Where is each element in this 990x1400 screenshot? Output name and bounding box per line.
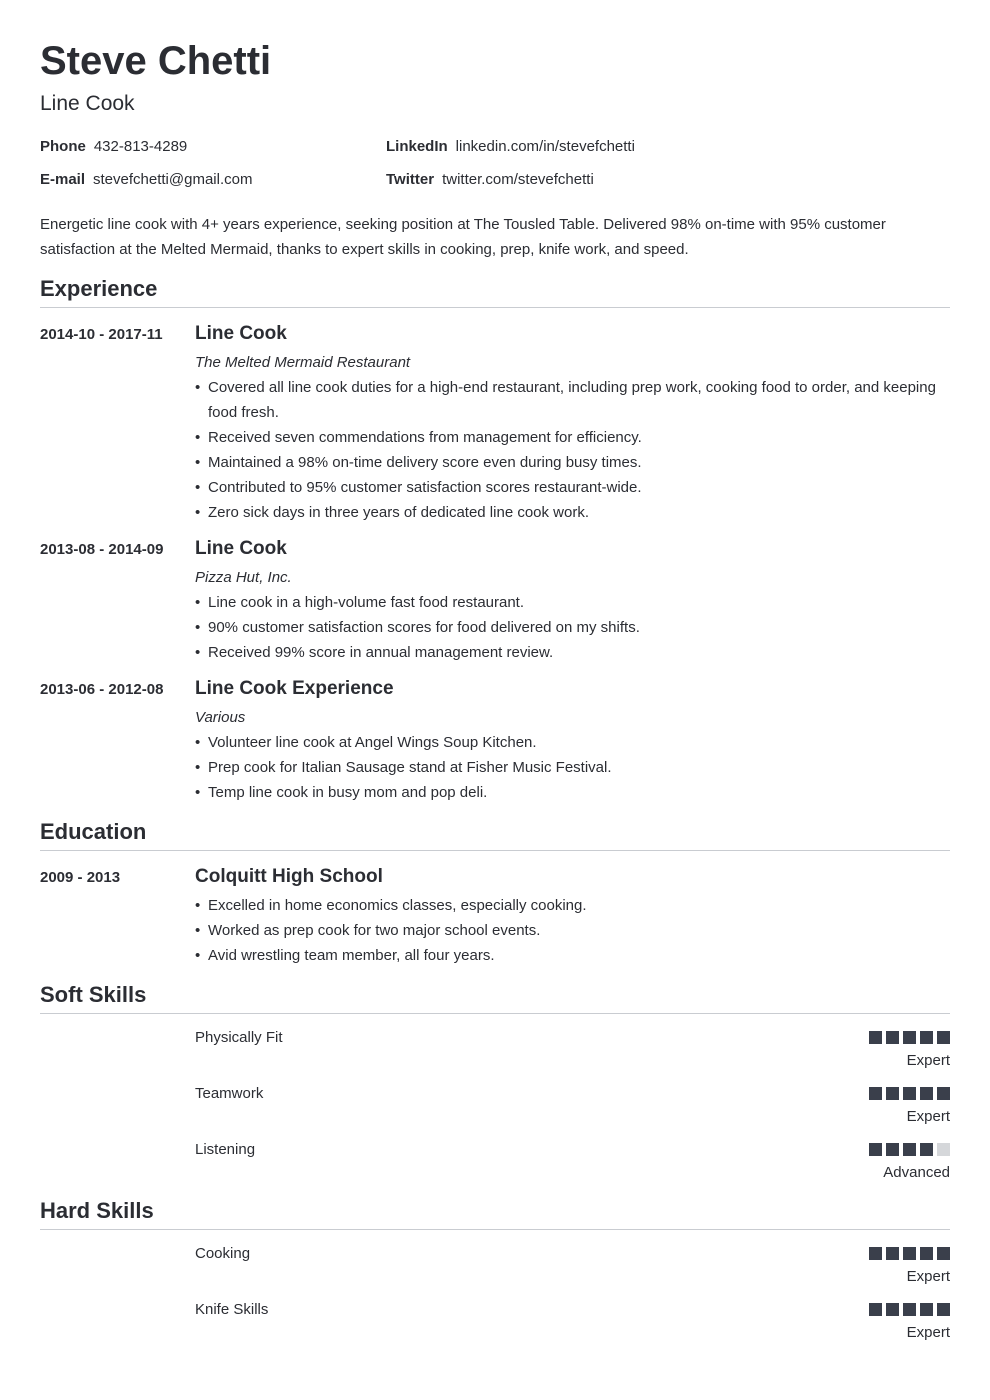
entry-role: Line Cook Experience: [195, 678, 394, 699]
education-heading: [40, 819, 950, 851]
skill-level: Advanced: [883, 1164, 950, 1181]
entry-role: Line Cook: [195, 538, 287, 559]
summary: Energetic line cook with 4+ years experience, seeking position at The Tousled Table. Delivered 98% on-time with 95% customer satisfaction at the Melted Mermaid, thanks to expert skills in cooking, prep, knife work, and speed.: [40, 216, 886, 258]
rating-square-filled: [920, 1087, 933, 1100]
entry-dates: 2009 - 2013: [40, 869, 121, 886]
skill-rating: [869, 1303, 950, 1316]
rating-square-filled: [869, 1247, 882, 1260]
entry-dates: 2014-10 - 2017-11: [40, 326, 163, 343]
list-item: • Maintained a 98% on-time delivery score even during busy times.: [195, 450, 950, 475]
skill-rating: [869, 1247, 950, 1260]
rating-square-filled: [937, 1087, 950, 1100]
entry-company: The Melted Mermaid Restaurant: [195, 354, 411, 371]
twitter-value[interactable]: twitter.com/stevefchetti: [442, 171, 594, 188]
entry-dates: 2013-08 - 2014-09: [40, 541, 164, 558]
rating-square-filled: [937, 1247, 950, 1260]
entry-company: Pizza Hut, Inc.: [195, 569, 292, 586]
rating-square-filled: [886, 1087, 899, 1100]
linkedin-label: LinkedIn: [386, 138, 448, 155]
candidate-name: Steve Chetti: [40, 39, 272, 83]
list-item: • Line cook in a high-volume fast food restaurant.: [195, 590, 950, 615]
hard-skills-heading: [40, 1198, 950, 1230]
skill-name: Physically Fit: [195, 1029, 283, 1046]
rating-square-filled: [886, 1303, 899, 1316]
list-item: • Avid wrestling team member, all four years.: [195, 943, 950, 968]
skill-level: Expert: [906, 1052, 950, 1069]
list-item: • 90% customer satisfaction scores for food delivered on my shifts.: [195, 615, 950, 640]
rating-square-filled: [903, 1031, 916, 1044]
rating-square-filled: [937, 1031, 950, 1044]
rating-square-filled: [903, 1087, 916, 1100]
rating-square-filled: [886, 1247, 899, 1260]
rating-square-filled: [886, 1031, 899, 1044]
skill-name: Cooking: [195, 1245, 251, 1262]
contact-email: [40, 171, 252, 189]
rating-square-filled: [869, 1031, 882, 1044]
list-item: • Worked as prep cook for two major school events.: [195, 918, 950, 943]
skill-rating: [869, 1031, 950, 1044]
candidate-title: Line Cook: [40, 92, 135, 115]
list-item: • Covered all line cook duties for a high-end restaurant, including prep work, cooking food to order, and keeping food fresh.: [195, 375, 950, 425]
rating-square-filled: [920, 1303, 933, 1316]
list-item: • Excelled in home economics classes, especially cooking.: [195, 893, 950, 918]
rating-square-filled: [869, 1087, 882, 1100]
skill-name: Listening: [195, 1141, 256, 1158]
rating-square-filled: [903, 1143, 916, 1156]
contact-linkedin: [386, 138, 635, 156]
contact-phone: [40, 138, 187, 156]
education-heading-text: Education: [40, 819, 147, 844]
skill-row: [195, 1141, 950, 1191]
phone-label: Phone: [40, 138, 86, 155]
entry-bullets: [195, 730, 950, 805]
list-item: • Received seven commendations from management for efficiency.: [195, 425, 950, 450]
twitter-label: Twitter: [386, 171, 435, 188]
rating-square-filled: [886, 1143, 899, 1156]
email-label: E-mail: [40, 171, 86, 188]
rating-square-filled: [920, 1143, 933, 1156]
experience-heading: [40, 276, 950, 308]
rating-square-filled: [903, 1247, 916, 1260]
rating-square-filled: [869, 1303, 882, 1316]
entry-bullets: [195, 375, 950, 525]
entry-role: Line Cook: [195, 323, 287, 344]
rating-square-filled: [937, 1303, 950, 1316]
rating-square-filled: [869, 1143, 882, 1156]
rating-square-empty: [937, 1143, 950, 1156]
skill-row: [195, 1301, 950, 1351]
soft-skills-heading-text: Soft Skills: [40, 982, 147, 1007]
skill-row: [195, 1085, 950, 1135]
list-item: • Prep cook for Italian Sausage stand at Fisher Music Festival.: [195, 755, 950, 780]
contact-twitter: [386, 171, 594, 189]
phone-value: 432-813-4289: [93, 138, 188, 155]
rating-square-filled: [920, 1031, 933, 1044]
skill-row: [195, 1029, 950, 1079]
linkedin-value[interactable]: linkedin.com/in/stevefchetti: [455, 138, 635, 155]
email-value[interactable]: stevefchetti@gmail.com: [93, 171, 253, 188]
rating-square-filled: [920, 1247, 933, 1260]
experience-heading-text: Experience: [40, 276, 158, 301]
skill-level: Expert: [906, 1108, 950, 1125]
skill-rating: [869, 1143, 950, 1156]
entry-bullets: [195, 893, 950, 968]
list-item: • Contributed to 95% customer satisfaction scores restaurant-wide.: [195, 475, 950, 500]
entry-school: Colquitt High School: [195, 866, 383, 887]
list-item: • Received 99% score in annual management review.: [195, 640, 950, 665]
skill-name: Teamwork: [195, 1085, 264, 1102]
skill-level: Expert: [906, 1324, 950, 1341]
skill-name: Knife Skills: [195, 1301, 269, 1318]
entry-company: Various: [195, 709, 246, 726]
entry-bullets: [195, 590, 950, 665]
skill-row: [195, 1245, 950, 1295]
hard-skills-heading-text: Hard Skills: [40, 1198, 154, 1223]
list-item: • Volunteer line cook at Angel Wings Soup Kitchen.: [195, 730, 950, 755]
list-item: • Temp line cook in busy mom and pop deli.: [195, 780, 950, 805]
skill-level: Expert: [906, 1268, 950, 1285]
entry-dates: 2013-06 - 2012-08: [40, 681, 164, 698]
list-item: • Zero sick days in three years of dedicated line cook work.: [195, 500, 950, 525]
skill-rating: [869, 1087, 950, 1100]
rating-square-filled: [903, 1303, 916, 1316]
soft-skills-heading: [40, 982, 950, 1014]
